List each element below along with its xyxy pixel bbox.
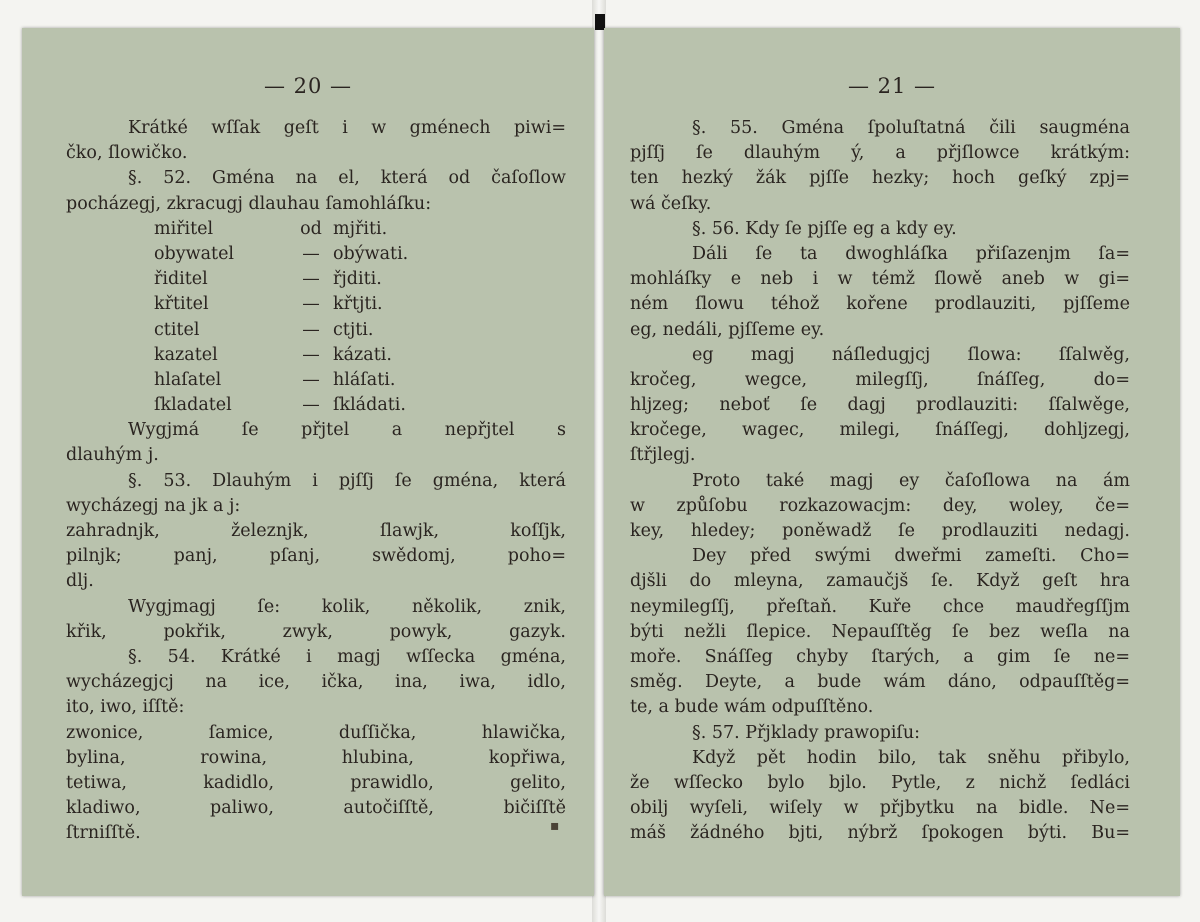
text-line: kročege, wagec, milegi, ſnáſſegj, dohljzegj, <box>630 420 1130 441</box>
verb-cell: kázati. <box>333 344 392 365</box>
text-line: §. 54. Krátké i magj wſſecka gména, <box>128 646 566 667</box>
separator-cell: — <box>302 269 320 290</box>
text-line: ito, iwo, iſſtě: <box>66 697 185 718</box>
table-row <box>66 318 566 343</box>
text-line: ném ſlowu téhož kořene prodlauziti, pjſſeme <box>630 294 1130 315</box>
right-page <box>604 28 1180 896</box>
left-page-number: — 20 — <box>263 74 353 98</box>
text-line: §. 52. Gména na el, která od čaſoſlow <box>128 168 566 189</box>
text-line: dlj. <box>66 571 94 592</box>
text-line: zwonice, ſamice, duſſička, hlawička, <box>66 722 566 743</box>
text-line: směg. Deyte, a bude wám dáno, odpauſſtěg= <box>630 672 1130 693</box>
text-line: máš žádného bjti, nýbrž ſpokogen býti. Bu= <box>630 823 1130 844</box>
text-line: w způſobu rozkazowacjm: dey, woley, če= <box>630 495 1130 516</box>
noun-cell: ctitel <box>154 319 200 340</box>
text-line: tetiwa, kadidlo, prawidlo, gelito, <box>66 772 566 793</box>
text-line: křik, pokřik, zwyk, powyk, gazyk. <box>66 621 566 642</box>
text-line: neymilegſſj, přeſtaň. Kuře chce maudřegſſjm <box>630 596 1130 617</box>
right-page-text <box>630 116 1130 846</box>
table-row <box>66 292 566 317</box>
table-row <box>66 368 566 393</box>
page-mark: ▪ <box>550 818 560 834</box>
text-line: te, a bude wám odpuſſtěno. <box>630 697 874 718</box>
text-line: kročeg, wegce, milegſſj, ſnáſſeg, do= <box>630 369 1130 390</box>
text-line: ſtřjlegj. <box>630 445 696 466</box>
text-line: key, hledey; poněwadž ſe prodlauziti nedagj. <box>630 521 1130 541</box>
text-line: eg magj náſledugjcj ſlowa: ſſalwěg, <box>692 344 1130 365</box>
text-line: pocházegj, zkracugj dlauhau ſamohláſku: <box>66 193 432 214</box>
text-line: §. 53. Dlauhým i pjſſj ſe gména, která <box>128 470 566 491</box>
text-line: pilnjk; panj, pſanj, swědomj, poho= <box>66 546 566 567</box>
right-page-number: — 21 — <box>847 74 937 98</box>
separator-cell: — <box>302 395 320 416</box>
text-line: Dáli ſe ta dwoghláſka přiſazenjm ſa= <box>692 243 1130 264</box>
text-line: že wſſecko bylo bjlo. Pytle, z nichž ſedláci <box>630 772 1130 793</box>
text-line: ten hezký žák pjſſe hezky; hoch geſký zpj= <box>630 168 1130 189</box>
noun-cell: miřitel <box>154 218 214 239</box>
noun-cell: obywatel <box>154 243 235 264</box>
text-line: §. 56. Kdy ſe pjſſe eg a kdy ey. <box>692 218 957 239</box>
text-line: obilj wyſeli, wiſely w přjbytku na bidle. Ne= <box>630 798 1130 819</box>
text-line: wycházegjcj na ice, ička, ina, iwa, idlo, <box>66 672 566 693</box>
text-line: dlauhým j. <box>66 445 159 466</box>
text-line: eg, nedáli, pjſſeme ey. <box>630 319 825 340</box>
text-line: Krátké wſſak geſt i w gménech piwi= <box>128 118 566 138</box>
noun-cell: křtitel <box>154 294 209 315</box>
text-line: pjſſj ſe dlauhým ý, a přjſlowce krátkým: <box>630 143 1130 164</box>
text-line: mohláſky e neb i w témž ſlowě aneb w gi= <box>630 269 1130 290</box>
table-row <box>66 217 566 242</box>
noun-cell: kazatel <box>154 344 218 365</box>
text-line: wycházegj na jk a j: <box>66 495 241 516</box>
verb-cell: křtjti. <box>333 294 383 315</box>
verb-cell: řjditi. <box>333 269 382 290</box>
verb-cell: obýwati. <box>333 243 409 264</box>
table-row <box>66 267 566 292</box>
text-line: bylina, rowina, hlubina, kopřiwa, <box>66 747 566 768</box>
text-line: moře. Snáſſeg chyby ſtarých, a gim ſe ne= <box>630 646 1130 667</box>
noun-cell: hlaſatel <box>154 369 222 390</box>
text-line: §. 57. Přjklady prawopiſu: <box>692 722 921 743</box>
text-line: zahradnjk, železnjk, ſlawjk, koſſjk, <box>66 521 566 541</box>
text-line: Wygjmagj ſe: kolik, několik, znik, <box>128 596 566 617</box>
table-row <box>66 343 566 368</box>
verb-cell: ctjti. <box>333 319 374 340</box>
table-row <box>66 393 566 418</box>
verb-cell: ſkládati. <box>333 395 406 416</box>
table-row <box>66 242 566 267</box>
verb-cell: mjřiti. <box>333 218 388 239</box>
separator-cell: — <box>302 243 320 264</box>
text-line: §. 55. Gména ſpoluſtatná čili saugména <box>692 118 1130 138</box>
text-line: čko, ſlowičko. <box>66 143 188 164</box>
text-line: kladiwo, paliwo, autočiſſtě, bičiſſtě <box>66 798 566 819</box>
text-line: býti nežli ſlepice. Nepauſſtěg ſe bez weſla na <box>630 621 1130 642</box>
separator-cell: — <box>302 294 320 315</box>
text-line: djšli do mleyna, zamaučjš ſe. Když geſt hra <box>630 571 1130 592</box>
text-line: Wygjmá ſe přjtel a nepřjtel s <box>128 420 566 441</box>
text-line: hljzeg; neboť ſe dagj prodlauziti: ſſalwěge, <box>630 395 1130 416</box>
text-line: Proto také magj ey čaſoſlowa na ám <box>692 470 1130 491</box>
left-page-text <box>66 116 566 846</box>
text-line: ſtrniſſtě. <box>66 823 141 844</box>
text-line: wá čeſky. <box>630 193 712 214</box>
text-line: Dey před swými dweřmi zameſti. Cho= <box>692 546 1130 567</box>
verb-cell: hláſati. <box>333 369 396 390</box>
word-table <box>66 217 566 419</box>
separator-cell: od <box>300 218 322 239</box>
noun-cell: ſkladatel <box>154 395 232 416</box>
left-page <box>22 28 594 896</box>
separator-cell: — <box>302 319 320 340</box>
separator-cell: — <box>302 344 320 365</box>
text-line: Když pět hodin bilo, tak sněhu přibylo, <box>692 747 1130 768</box>
separator-cell: — <box>302 369 320 390</box>
noun-cell: řiditel <box>154 269 208 290</box>
